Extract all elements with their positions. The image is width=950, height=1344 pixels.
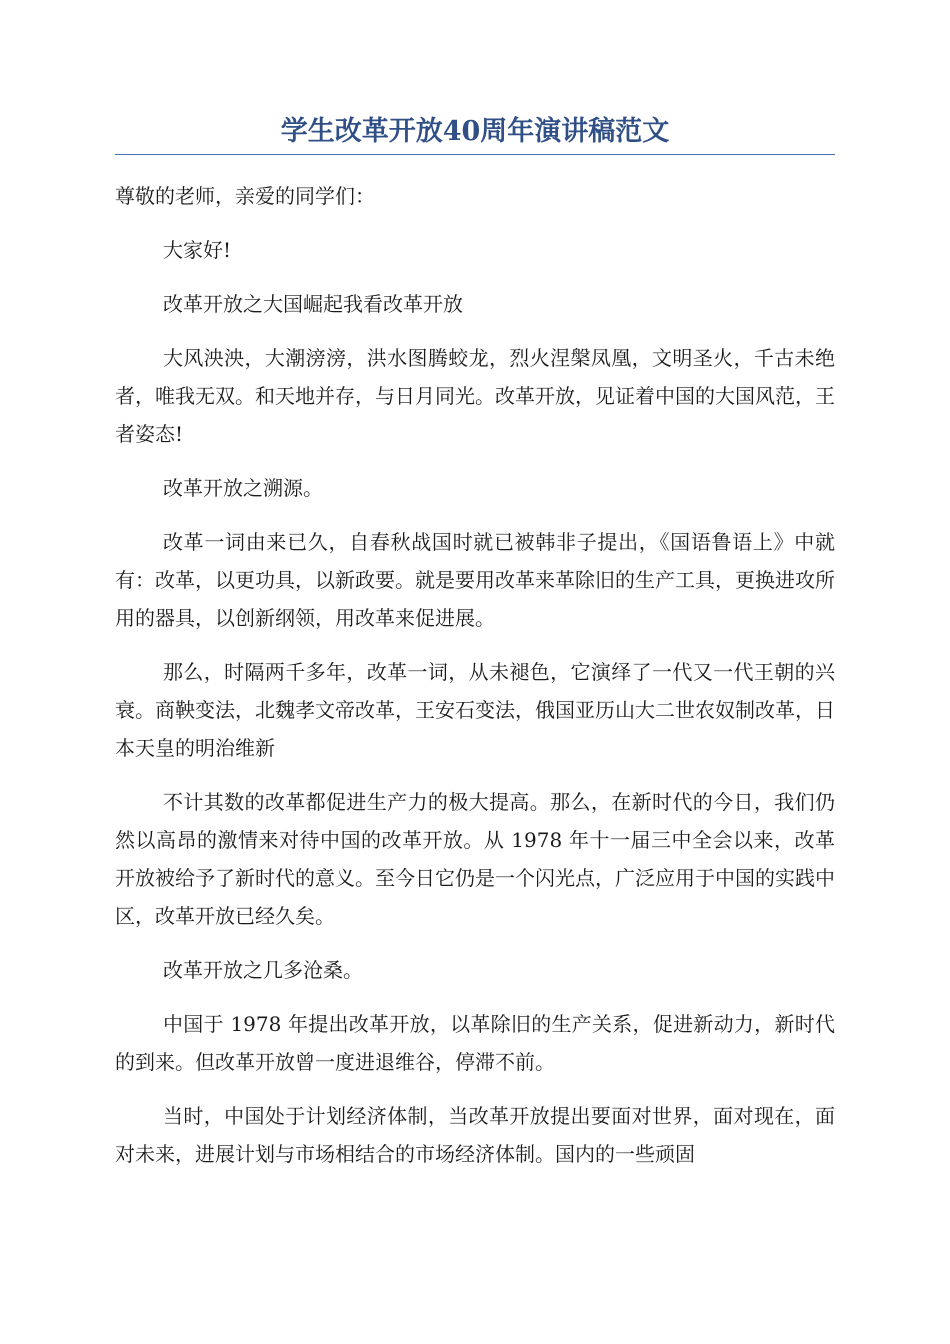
paragraph-section-heading: 改革开放之几多沧桑。: [163, 958, 363, 982]
title-underline: [115, 154, 835, 155]
paragraph: 不计其数的改革都促进生产力的极大提高。那么，在新时代的今日，我们仍然以高昂的激情来对待中国的改革开放。从 1978 年十一届三中全会以来，改革开放被给予了新时代的意义。至今日它仍是一个闪光点，广泛应用于中国的实践中区，改革开放已经久矣。: [115, 790, 835, 928]
document-page: [115, 112, 835, 1189]
document-title: 学生改革开放40周年演讲稿范文: [280, 116, 670, 147]
paragraph-subtitle: 改革开放之大国崛起我看改革开放: [163, 292, 463, 316]
paragraph-greeting: 大家好!: [163, 238, 232, 262]
paragraph: 大风泱泱，大潮滂滂，洪水图腾蛟龙，烈火涅槃凤凰，文明圣火，千古未绝者，唯我无双。和天地并存，与日月同光。改革开放，见证着中国的大国风范，王者姿态!: [115, 346, 835, 446]
paragraph: 那么，时隔两千多年，改革一词，从未褪色，它演绎了一代又一代王朝的兴衰。商鞅变法，北魏孝文帝改革，王安石变法，俄国亚历山大二世农奴制改革，日本天皇的明治维新: [115, 660, 835, 760]
paragraph-section-heading: 改革开放之溯源。: [163, 476, 323, 500]
paragraph: 当时，中国处于计划经济体制，当改革开放提出要面对世界，面对现在，面对未来，进展计划与市场相结合的市场经济体制。国内的一些顽固: [115, 1104, 835, 1166]
salutation: 尊敬的老师，亲爱的同学们：: [115, 184, 375, 208]
paragraph: 中国于 1978 年提出改革开放，以革除旧的生产关系，促进新动力，新时代的到来。但改革开放曾一度进退维谷，停滞不前。: [115, 1012, 835, 1074]
paragraph: 改革一词由来已久，自春秋战国时就已被韩非子提出，《国语鲁语上》中就有：改革，以更功具，以新政要。就是要用改革来革除旧的生产工具，更换进攻所用的器具，以创新纲领，用改革来促进展。: [115, 530, 835, 630]
